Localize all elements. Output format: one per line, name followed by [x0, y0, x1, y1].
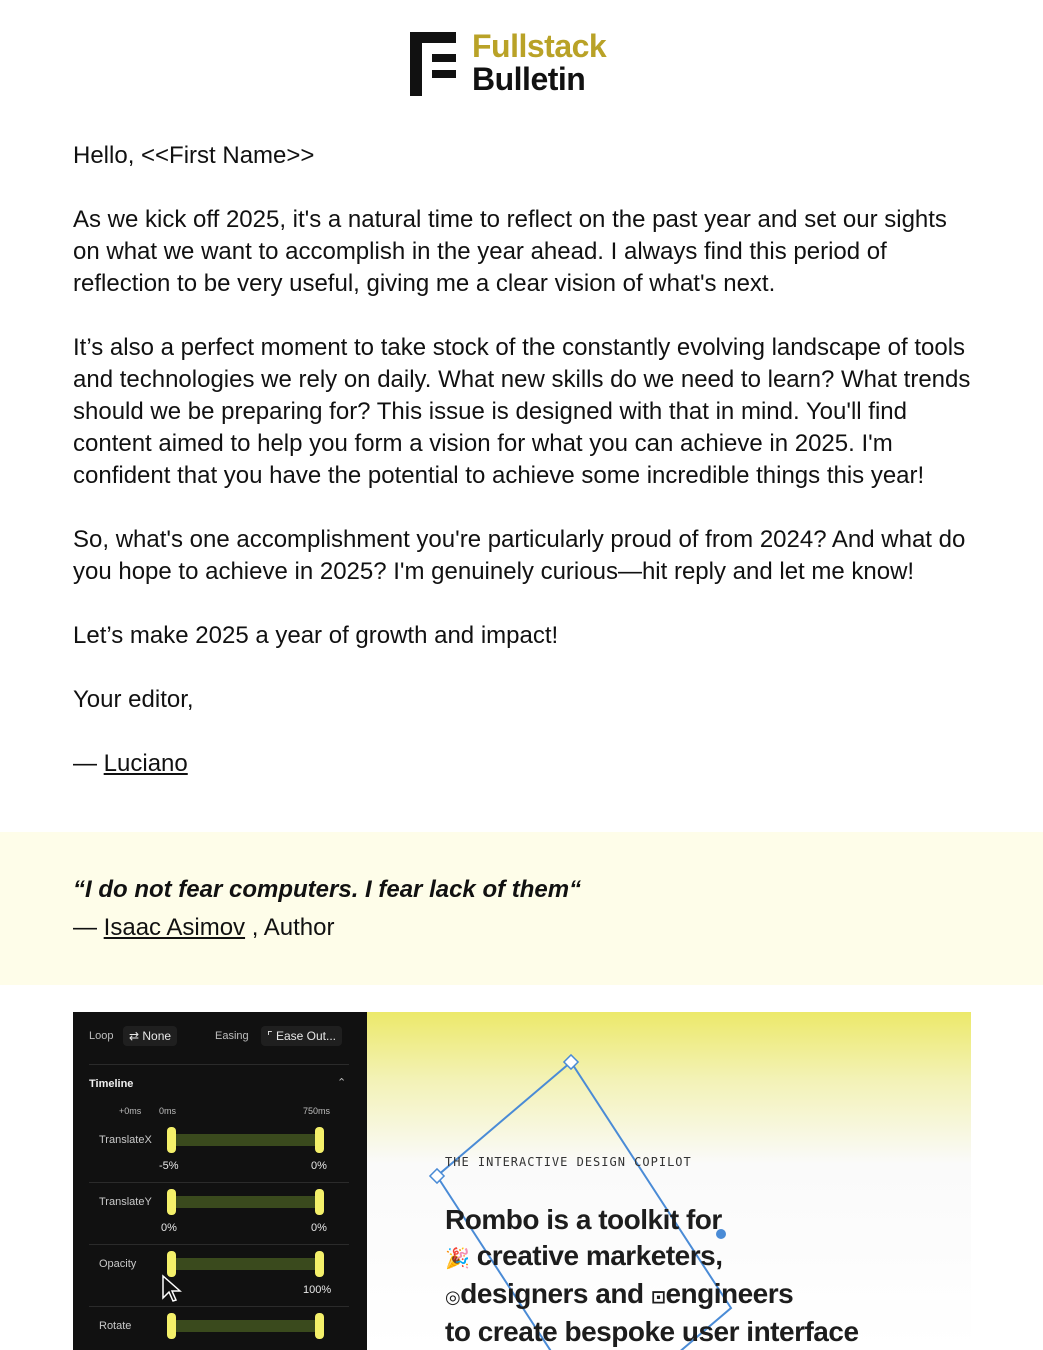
- timeline-offset: +0ms: [119, 1106, 142, 1116]
- easing-label: Easing: [215, 1030, 249, 1042]
- translatex-end-value: 0%: [311, 1160, 327, 1172]
- translatey-track[interactable]: [171, 1196, 321, 1208]
- divider: [89, 1306, 349, 1307]
- letter-paragraph-4: Let’s make 2025 a year of growth and impact!: [73, 622, 559, 649]
- quote-author-role: , Author: [251, 914, 335, 941]
- quote-section: [0, 832, 1043, 985]
- translatey-end-value: 0%: [311, 1222, 327, 1234]
- confetti-icon: 🎉: [445, 1248, 470, 1270]
- divider: [89, 1182, 349, 1183]
- letter-paragraph-1: As we kick off 2025, it's a natural time to reflect on the past year and set our sights on what we want to accomplish in the year ahead. I always find this period of reflection to be very useful, giving me a clear vision of what's next.: [73, 206, 947, 297]
- animation-panel: [73, 1012, 367, 1350]
- row-label-translatex: TranslateX: [99, 1134, 152, 1146]
- quote-author-link[interactable]: Isaac Asimov: [103, 914, 246, 941]
- newsletter-header: [0, 0, 1043, 120]
- fullstack-bulletin-logo[interactable]: [410, 30, 650, 100]
- opacity-end-handle[interactable]: [315, 1251, 324, 1277]
- letter-paragraph-3: So, what's one accomplishment you're particularly proud of from 2024? And what do you hope to achieve in 2025? I'm genuinely curious—hit reply and let me know!: [73, 526, 966, 585]
- rotate-track[interactable]: [171, 1320, 321, 1332]
- collapse-chevron-icon[interactable]: ⌃: [337, 1077, 347, 1089]
- rotate-end-handle[interactable]: [315, 1313, 324, 1339]
- editor-signature: [73, 748, 973, 780]
- headline-line-3: ◎designers and ⊡engineers: [445, 1278, 794, 1309]
- editor-letter: [73, 140, 973, 812]
- logo-word-fullstack: Fullstack: [472, 28, 607, 64]
- code-icon: ⊡: [650, 1287, 666, 1307]
- opacity-end-value: 100%: [303, 1284, 332, 1296]
- headline-line-1: Rombo is a toolkit for: [445, 1204, 722, 1235]
- palette-icon: ◎: [445, 1287, 461, 1307]
- rombo-hero-image[interactable]: [73, 1012, 971, 1350]
- loop-label: Loop: [89, 1030, 114, 1042]
- editor-name-link[interactable]: Luciano: [103, 750, 188, 777]
- translatex-start-handle[interactable]: [167, 1127, 176, 1153]
- logo-word-bulletin: Bulletin: [472, 61, 586, 97]
- translatex-end-handle[interactable]: [315, 1127, 324, 1153]
- mouse-cursor-icon: [161, 1274, 183, 1304]
- translatex-track[interactable]: [171, 1134, 321, 1146]
- greeting: Hello, <<First Name>>: [73, 142, 315, 169]
- easing-select[interactable]: ⌜ Ease Out...: [261, 1026, 342, 1046]
- headline-line-2: 🎉 creative marketers,: [445, 1240, 723, 1271]
- timeline-label: Timeline: [89, 1078, 134, 1090]
- logo-mark-icon: [410, 30, 462, 96]
- row-label-rotate: Rotate: [99, 1320, 132, 1332]
- loop-select[interactable]: ⇄ None: [123, 1026, 177, 1046]
- timeline-end: 750ms: [303, 1106, 331, 1116]
- headline-line-4: to create bespoke user interface: [445, 1316, 859, 1347]
- translatex-start-value: -5%: [159, 1160, 179, 1172]
- translatey-start-value: 0%: [161, 1222, 177, 1234]
- rombo-promo-panel: [367, 1012, 971, 1350]
- rotate-start-handle[interactable]: [167, 1313, 176, 1339]
- rombo-tagline: THE INTERACTIVE DESIGN COPILOT: [445, 1155, 692, 1169]
- quote-text: “I do not fear computers. I fear lack of them“: [73, 876, 582, 903]
- divider: [89, 1244, 349, 1245]
- signoff: Your editor,: [73, 686, 194, 713]
- timeline-start: 0ms: [159, 1106, 177, 1116]
- quote-attribution: [73, 914, 334, 942]
- quote-dash: —: [73, 914, 97, 941]
- translatey-start-handle[interactable]: [167, 1189, 176, 1215]
- row-label-opacity: Opacity: [99, 1258, 137, 1270]
- signature-dash: —: [73, 750, 97, 777]
- opacity-track[interactable]: [171, 1258, 321, 1270]
- letter-paragraph-2: It’s also a perfect moment to take stock of the constantly evolving landscape of tools and technologies we rely on daily. What new skills do we need to learn? What trends should we be preparing for? This issue is designed with that in mind. You'll find content aimed to help you form a vision for what you can achieve in 2025. I'm confident that you have the potential to achieve some incredible things this year!: [73, 334, 971, 489]
- translatey-end-handle[interactable]: [315, 1189, 324, 1215]
- divider: [89, 1064, 349, 1065]
- row-label-translatey: TranslateY: [99, 1196, 152, 1208]
